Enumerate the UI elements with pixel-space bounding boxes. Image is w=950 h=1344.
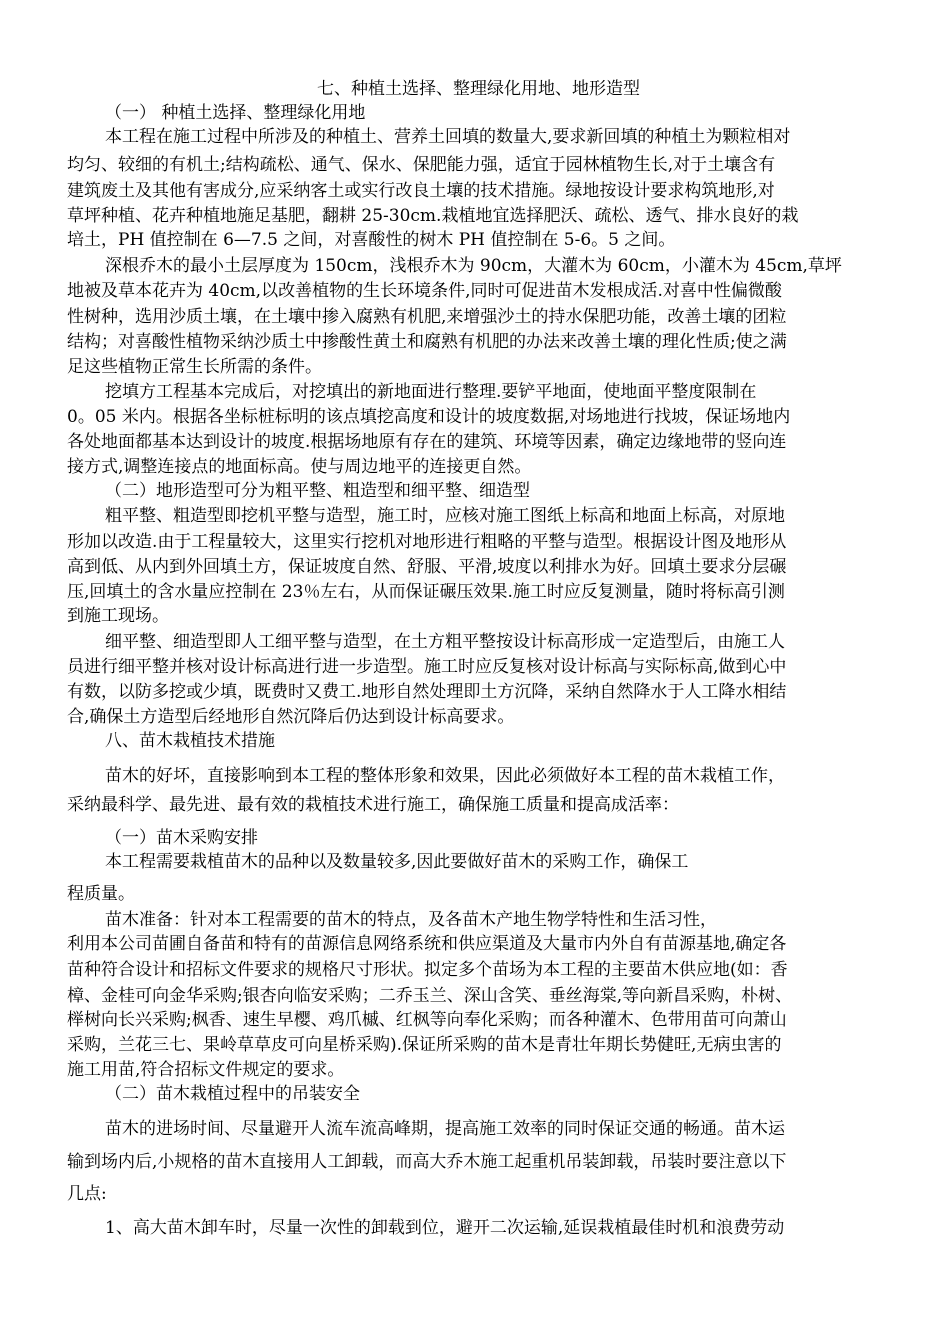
text-line: 接方式,调整连接点的地面标高。使与周边地平的连接更自然。 <box>67 457 532 477</box>
subsection-2-heading: （二）地形造型可分为粗平整、粗造型和细平整、细造型 <box>105 481 530 501</box>
text-line: 几点: <box>67 1184 107 1204</box>
text-line: 培土，PH 值控制在 6—7.5 之间，对喜酸性的树木 PH 值控制在 5-6。5 之间。 <box>67 230 676 250</box>
text-line: 到施工现场。 <box>67 606 169 626</box>
text-line: 地被及草本花卉为 40cm,以改善植物的生长环境条件,同时可促进苗木发根成活.对喜中性偏微酸 <box>67 281 782 301</box>
text-line: 细平整、细造型即人工细平整与造型，在土方粗平整按设计标高形成一定造型后，由施工人 <box>105 632 785 652</box>
subsection-2-heading: （二）苗木栽植过程中的吊装安全 <box>105 1084 360 1104</box>
text-line: 本工程需要栽植苗木的品种以及数量较多,因此要做好苗木的采购工作，确保工 <box>105 852 689 872</box>
text-line: 建筑废土及其他有害成分,应采纳客土或实行改良土壤的技术措施。绿地按设计要求构筑地形,对 <box>67 181 775 201</box>
section-7-title: 七、种植土选择、整理绿化用地、地形造型 <box>317 79 640 99</box>
text-line: 结构；对喜酸性植物采纳沙质土中掺酸性黄土和腐熟有机肥的办法来改善土壤的理化性质;使之满 <box>67 332 787 352</box>
subsection-1-heading: （一）苗木采购安排 <box>105 828 258 848</box>
text-line: 足这些植物正常生长所需的条件。 <box>67 357 322 377</box>
text-line: 挖填方工程基本完成后，对挖填出的新地面进行整理.要铲平地面，使地面平整度限制在 <box>105 382 757 402</box>
text-line: 采纳最科学、最先进、最有效的栽植技术进行施工，确保施工质量和提高成活率： <box>67 795 679 815</box>
text-line: 程质量。 <box>67 884 135 904</box>
text-line: 苗种符合设计和招标文件要求的规格尺寸形状。拟定多个苗场为本工程的主要苗木供应地(如：香 <box>67 960 788 980</box>
text-line: 输到场内后,小规格的苗木直接用人工卸载，而高大乔木施工起重机吊装卸载，吊装时要注意以下 <box>67 1152 787 1172</box>
list-item-1: 1、高大苗木卸车时，尽量一次性的卸载到位，避开二次运输,延误栽植最佳时机和浪费劳动 <box>105 1218 785 1238</box>
text-line: 本工程在施工过程中所涉及的种植土、营养土回填的数量大,要求新回填的种植土为颗粒相对 <box>105 127 791 147</box>
text-line: 苗木的进场时间、尽量避开人流车流高峰期，提高施工效率的同时保证交通的畅通。苗木运 <box>105 1119 785 1139</box>
text-line: 各处地面都基本达到设计的坡度.根据场地原有存在的建筑、环境等因素，确定边缘地带的竖向连 <box>67 432 787 452</box>
text-line: 员进行细平整并核对设计标高进行进一步造型。施工时应反复核对设计标高与实际标高,做到心中 <box>67 657 787 677</box>
text-line: 草坪种植、花卉种植地施足基肥，翻耕 25-30cm.栽植地宜选择肥沃、疏松、透气、排水良好的栽 <box>67 206 799 226</box>
text-line: 苗木的好坏，直接影响到本工程的整体形象和效果，因此必须做好本工程的苗木栽植工作， <box>105 766 785 786</box>
text-line: 均匀、较细的有机土;结构疏松、通气、保水、保肥能力强，适宜于园林植物生长,对于土壤含有 <box>67 155 776 175</box>
text-line: 施工用苗,符合招标文件规定的要求。 <box>67 1060 345 1080</box>
text-line: 榉树向长兴采购;枫香、速生早樱、鸡爪槭、红枫等向奉化采购；而各种灌木、色带用苗可向萧山 <box>67 1010 787 1030</box>
text-line: 深根乔木的最小土层厚度为 150cm，浅根乔木为 90cm，大灌木为 60cm，小灌木为 45cm,草坪 <box>105 256 842 276</box>
text-line: 樟、金桂可向金华采购;银杏向临安采购；二乔玉兰、深山含笑、垂丝海棠,等向新昌采购，朴树、 <box>67 986 793 1006</box>
text-line: 粗平整、粗造型即挖机平整与造型，施工时，应核对施工图纸上标高和地面上标高，对原地 <box>105 506 785 526</box>
text-line: 0。05 米内。根据各坐标桩标明的该点填挖高度和设计的坡度数据,对场地进行找坡，保证场地内 <box>67 407 791 427</box>
section-8-title: 八、苗木栽植技术措施 <box>105 731 275 751</box>
text-line: 高到低、从内到外回填土方，保证坡度自然、舒服、平滑,坡度以利排水为好。回填土要求分层碾 <box>67 557 787 577</box>
text-line: 性树种，选用沙质土壤，在土壤中掺入腐熟有机肥,来增强沙土的持水保肥功能，改善土壤的团粒 <box>67 307 787 327</box>
text-line: 利用本公司苗圃自备苗和特有的苗源信息网络系统和供应渠道及大量市内外自有苗源基地,确定各 <box>67 934 787 954</box>
text-line: 苗木准备：针对本工程需要的苗木的特点，及各苗木产地生物学特性和生活习性， <box>105 910 717 930</box>
text-line: 合,确保土方造型后经地形自然沉降后仍达到设计标高要求。 <box>67 707 515 727</box>
text-line: 压,回填土的含水量应控制在 23％左右，从而保证碾压效果.施工时应反复测量，随时将标高引测 <box>67 582 785 602</box>
subsection-1-heading: （一） 种植土选择、整理绿化用地 <box>105 103 366 123</box>
text-line: 有数，以防多挖或少填，既费时又费工.地形自然处理即土方沉降，采纳自然降水于人工降水相结 <box>67 682 787 702</box>
text-line: 形加以改造.由于工程量较大，这里实行挖机对地形进行粗略的平整与造型。根据设计图及地形从 <box>67 532 787 552</box>
text-line: 采购，兰花三七、果岭草草皮可向星桥采购).保证所采购的苗木是青壮年期长势健旺,无病虫害的 <box>67 1035 782 1055</box>
